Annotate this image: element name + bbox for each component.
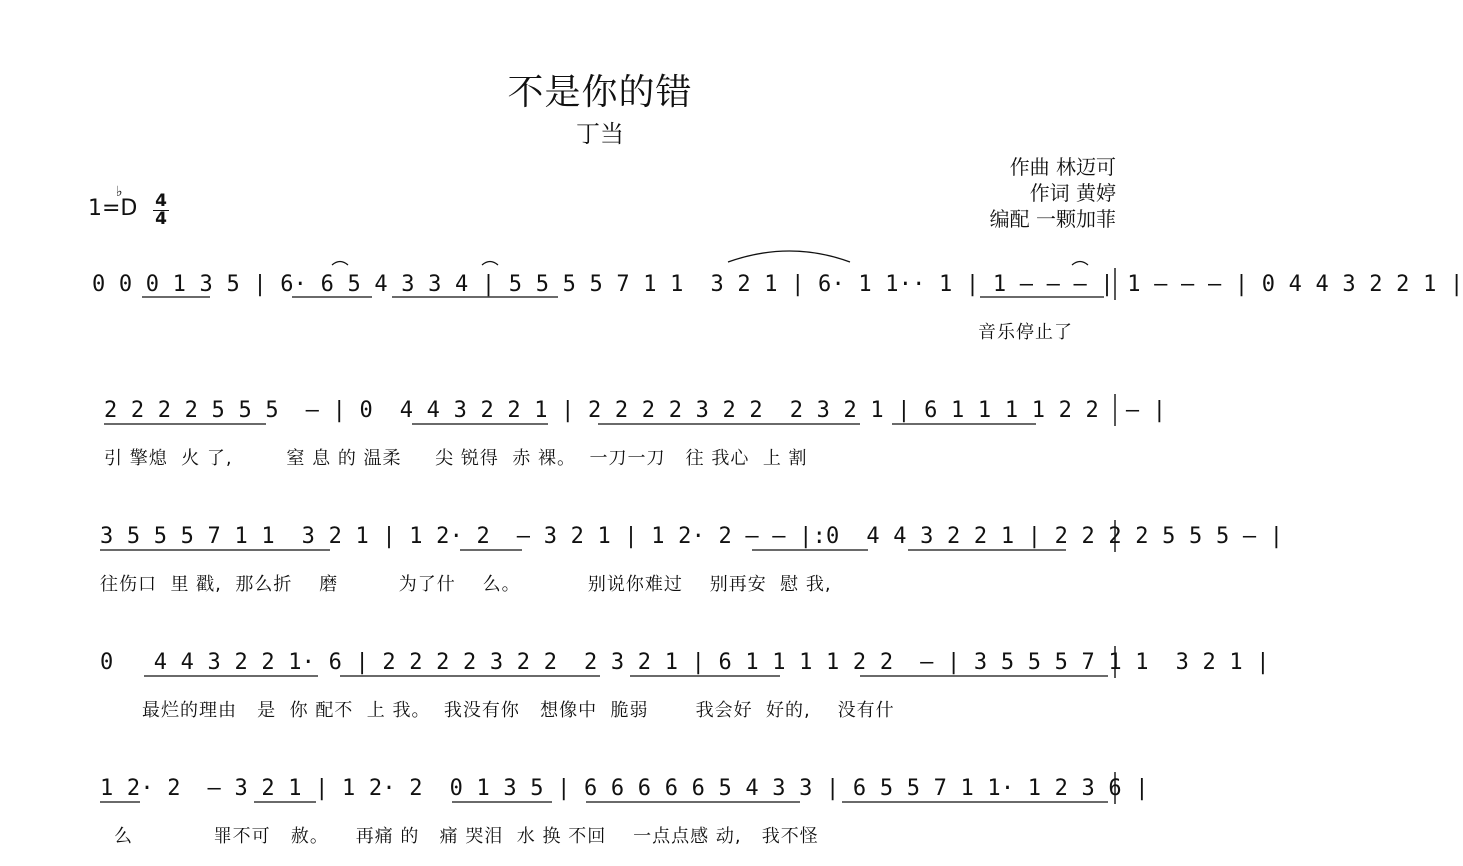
lyricist-credit: 作词 黄婷 [1029,181,1116,205]
notes-line-3: 3 5 5 5 7 1 1 3 2 1 | 1 2· 2 – 3 2 1 | 1 2· 2 – – |:0 4 4 3 2 2 1 | 2 2 2 2 5 5 5 – | [100,524,1284,549]
notes-line-2: 2 2 2 2 5 5 5 – | 0 4 4 3 2 2 1 | 2 2 2 2 3 2 2 2 3 2 1 | 6 1 1 1 1 2 2 – | [104,398,1167,423]
time-denominator: 4 [155,209,167,229]
lyrics-line-4: 最烂的理由 是 你 配不 上 我。 我没有你 想像中 脆弱 我会好 好的, 没有什 [142,700,895,721]
lyrics-line-2: 引 擎熄 火 了, 窒 息 的 温柔 尖 锐得 赤 裸。 一刀一刀 往 我心 上 割 [104,448,808,469]
flat-icon: ♭ [116,184,123,200]
notes-line-5: 1 2· 2 – 3 2 1 | 1 2· 2 0 1 3 5 | 6 6 6 6 6 5 4 3 3 | 6 5 5 7 1 1· 1 2 3 6 | [100,776,1149,801]
lyrics-line-1: 音乐停止了 [978,322,1073,343]
composer-credit: 作曲 林迈可 [1009,155,1116,179]
time-numerator: 4 [155,191,167,211]
notes-line-4: 0 4 4 3 2 2 1· 6 | 2 2 2 2 3 2 2 2 3 2 1 | 6 1 1 1 1 2 2 – | 3 5 5 5 7 1 1 3 2 1 | [100,650,1270,675]
tie-arc [728,251,850,262]
slur-arc [332,262,348,266]
slur-arc [482,262,498,266]
key-label: 1=D [88,196,138,221]
song-title: 不是你的错 [507,72,693,113]
lyrics-line-3: 往伤口 里 戳, 那么折 磨 为了什 么。 别说你难过 别再安 慰 我, [100,574,832,595]
notes-line-1: 0 0 0 1 3 5 | 6· 6 5 4 3 3 4 | 5 5 5 5 7 1 1 3 2 1 | 6· 1 1·· 1 | 1 – – – | 1 – – – | 0 4 4 3 2 2 1 | [92,272,1463,297]
slur-arc [1072,262,1088,266]
arranger-credit: 编配 一颗加菲 [989,207,1116,231]
lyrics-line-5: 么 罪不可 赦。 再痛 的 痛 哭泪 水 换 不回 一点点感 动, 我不怪 [114,826,819,847]
song-artist: 丁当 [576,120,624,148]
